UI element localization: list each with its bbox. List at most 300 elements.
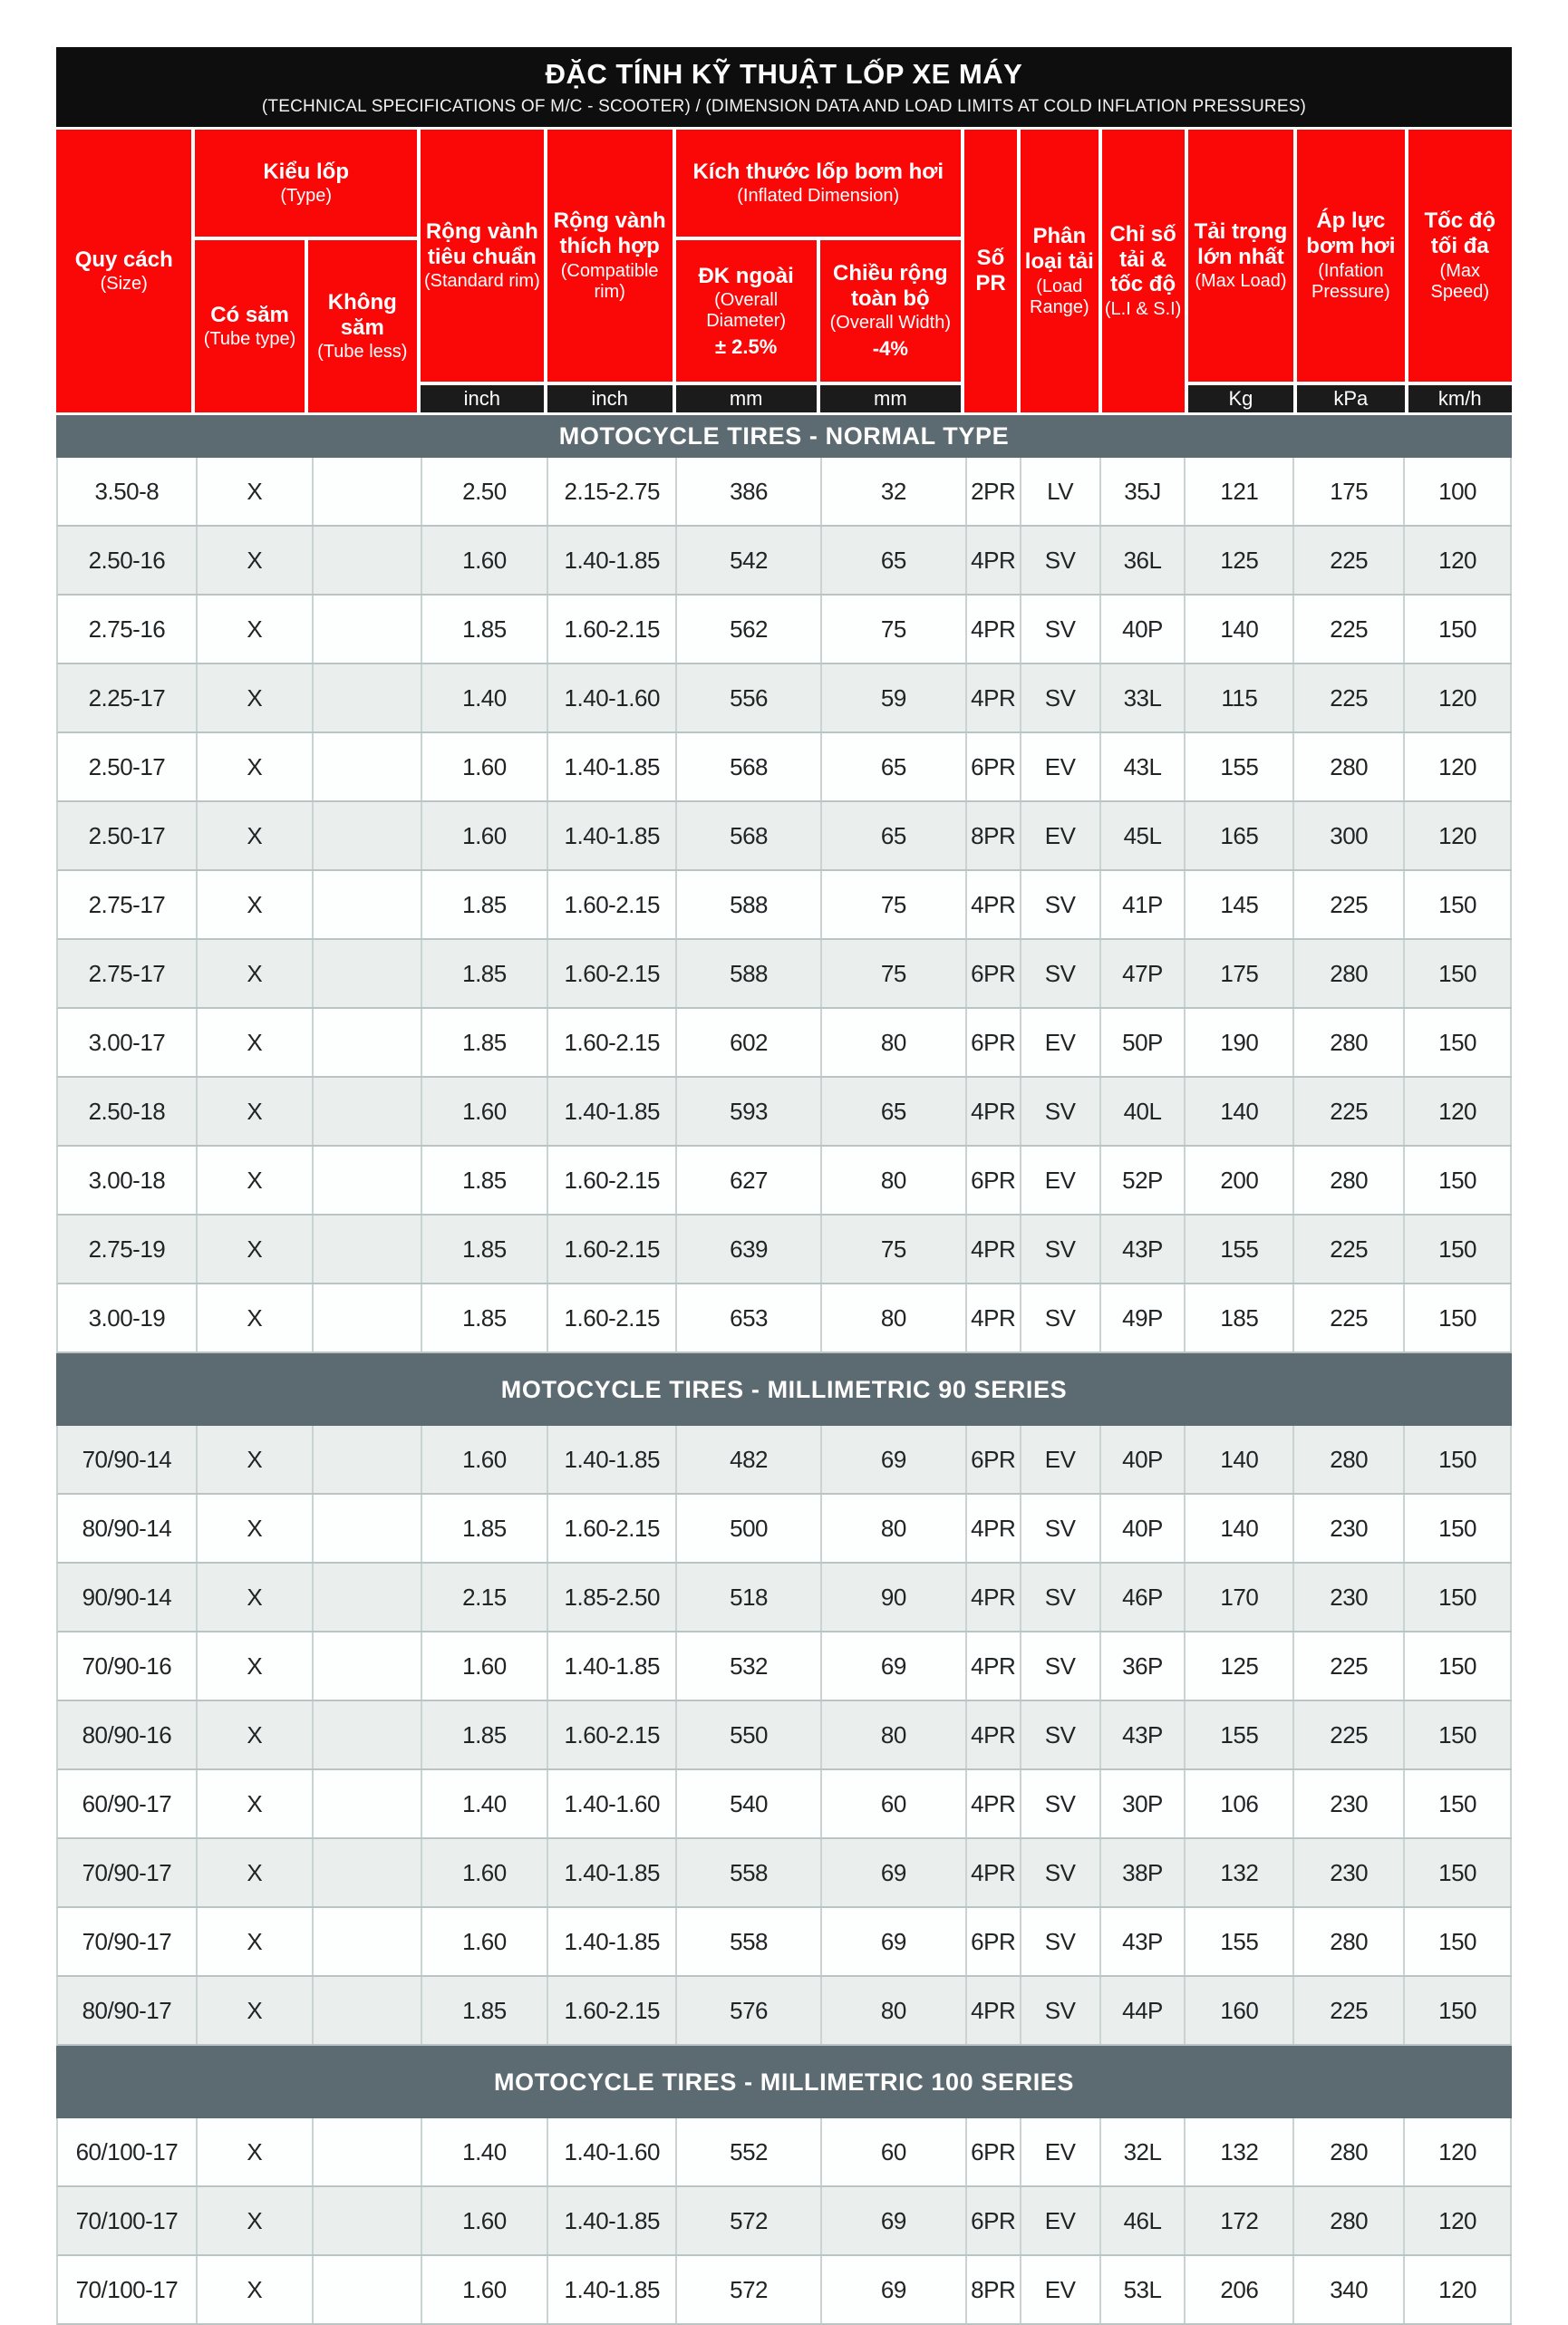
cell-tube-type: X: [198, 1977, 314, 2044]
cell-overall-width: 69: [822, 1632, 967, 1700]
cell-max-load: 155: [1186, 1216, 1294, 1283]
cell-max-speed: 150: [1405, 940, 1512, 1007]
cell-load-range: SV: [1021, 871, 1101, 938]
cell-standard-rim: 1.85: [422, 596, 549, 663]
cell-size: 2.50-18: [58, 1078, 198, 1145]
cell-size: 3.00-17: [58, 1009, 198, 1076]
cell-overall-width: 69: [822, 1426, 967, 1493]
cell-tubeless: [314, 1632, 422, 1700]
cell-tubeless: [314, 1770, 422, 1837]
cell-max-load: 190: [1186, 1009, 1294, 1076]
cell-tubeless: [314, 458, 422, 525]
cell-tubeless: [314, 1216, 422, 1283]
cell-max-load: 140: [1186, 596, 1294, 663]
cell-pressure: 225: [1294, 596, 1405, 663]
cell-pr: 6PR: [967, 1426, 1021, 1493]
cell-size: 3.50-8: [58, 458, 198, 525]
cell-pressure: 280: [1294, 1426, 1405, 1493]
cell-size: 2.50-17: [58, 733, 198, 800]
cell-overall-width: 75: [822, 871, 967, 938]
cell-overall-diameter: 639: [677, 1216, 822, 1283]
cell-max-load: 155: [1186, 1701, 1294, 1768]
table-row: [56, 596, 1512, 664]
col-size-label-en: (Size): [100, 274, 148, 295]
cell-tubeless: [314, 940, 422, 1007]
cell-pr: 6PR: [967, 733, 1021, 800]
cell-li-si: 33L: [1101, 664, 1186, 731]
cell-tubeless: [314, 2187, 422, 2254]
col-overall-diameter: [676, 240, 817, 412]
section-label: MOTOCYCLE TIRES - MILLIMETRIC 100 SERIES: [493, 2068, 1075, 2096]
cell-li-si: 40L: [1101, 1078, 1186, 1145]
cell-overall-diameter: 572: [677, 2256, 822, 2323]
cell-max-load: 185: [1186, 1284, 1294, 1351]
col-max-speed: [1408, 130, 1512, 412]
cell-pr: 4PR: [967, 596, 1021, 663]
cell-max-load: 172: [1186, 2187, 1294, 2254]
cell-overall-width: 80: [822, 1147, 967, 1214]
cell-compatible-rim: 1.60-2.15: [548, 940, 677, 1007]
cell-max-speed: 120: [1405, 802, 1512, 869]
cell-size: 70/90-17: [58, 1839, 198, 1906]
cell-pressure: 225: [1294, 1284, 1405, 1351]
cell-li-si: 41P: [1101, 871, 1186, 938]
cell-load-range: SV: [1021, 1078, 1101, 1145]
table-row: [56, 1564, 1512, 1632]
cell-overall-diameter: 540: [677, 1770, 822, 1837]
cell-overall-width: 65: [822, 733, 967, 800]
table-row: [56, 2256, 1512, 2325]
cell-tubeless: [314, 1701, 422, 1768]
cell-size: 70/90-16: [58, 1632, 198, 1700]
table-row: [56, 458, 1512, 527]
cell-overall-width: 65: [822, 527, 967, 594]
std-rim-label-vi: Rộng vành tiêu chuẩn: [425, 218, 538, 269]
cell-tube-type: X: [198, 1495, 314, 1562]
cell-max-load: 140: [1186, 1078, 1294, 1145]
table-row: [56, 1078, 1512, 1147]
cell-max-load: 155: [1186, 1908, 1294, 1975]
cell-pressure: 230: [1294, 1495, 1405, 1562]
table-row: [56, 664, 1512, 733]
cell-pressure: 225: [1294, 1632, 1405, 1700]
cell-max-speed: 150: [1405, 871, 1512, 938]
table-row: [56, 1495, 1512, 1564]
cell-compatible-rim: 1.85-2.50: [548, 1564, 677, 1631]
comp-rim-label-en: (Compatible rim): [560, 260, 659, 302]
pressure-label-en: (Infation Pressure): [1311, 260, 1390, 302]
cell-li-si: 32L: [1101, 2118, 1186, 2185]
cell-max-speed: 120: [1405, 2187, 1512, 2254]
cell-li-si: 43P: [1101, 1216, 1186, 1283]
cell-compatible-rim: 1.40-1.85: [548, 1078, 677, 1145]
cell-overall-diameter: 386: [677, 458, 822, 525]
cell-tube-type: X: [198, 1284, 314, 1351]
cell-tube-type: X: [198, 664, 314, 731]
cell-max-speed: 100: [1405, 458, 1512, 525]
cell-tube-type: X: [198, 596, 314, 663]
cell-li-si: 46L: [1101, 2187, 1186, 2254]
section-label: MOTOCYCLE TIRES - MILLIMETRIC 90 SERIES: [500, 1375, 1068, 1403]
table-row: [56, 1632, 1512, 1701]
cell-overall-width: 80: [822, 1009, 967, 1076]
cell-li-si: 35J: [1101, 458, 1186, 525]
cell-load-range: EV: [1021, 2256, 1101, 2323]
col-group-type: [195, 130, 417, 412]
table-row: [56, 733, 1512, 802]
cell-load-range: LV: [1021, 458, 1101, 525]
cell-standard-rim: 1.40: [422, 664, 549, 731]
cell-load-range: EV: [1021, 1009, 1101, 1076]
cell-pressure: 280: [1294, 1908, 1405, 1975]
cell-max-load: 140: [1186, 1495, 1294, 1562]
col-standard-rim: [421, 130, 544, 412]
cell-li-si: 40P: [1101, 596, 1186, 663]
cell-pr: 4PR: [967, 1839, 1021, 1906]
cell-compatible-rim: 1.40-1.85: [548, 2187, 677, 2254]
cell-tube-type: X: [198, 1426, 314, 1493]
cell-overall-diameter: 532: [677, 1632, 822, 1700]
cell-max-load: 132: [1186, 1839, 1294, 1906]
cell-tubeless: [314, 527, 422, 594]
inflated-group-label-en: (Inflated Dimension): [737, 186, 900, 207]
cell-max-load: 165: [1186, 802, 1294, 869]
cell-tubeless: [314, 1839, 422, 1906]
cell-standard-rim: 1.60: [422, 1426, 549, 1493]
cell-li-si: 53L: [1101, 2256, 1186, 2323]
cell-pressure: 225: [1294, 871, 1405, 938]
cell-pr: 8PR: [967, 2256, 1021, 2323]
col-overall-width: [820, 240, 961, 412]
col-li-si: [1102, 130, 1185, 412]
cell-pressure: 230: [1294, 1770, 1405, 1837]
max-load-label-en: (Max Load): [1195, 271, 1287, 292]
cell-li-si: 50P: [1101, 1009, 1186, 1076]
cell-load-range: SV: [1021, 1770, 1101, 1837]
cell-size: 60/90-17: [58, 1770, 198, 1837]
cell-max-load: 121: [1186, 458, 1294, 525]
cell-max-load: 115: [1186, 664, 1294, 731]
cell-compatible-rim: 1.40-1.85: [548, 1839, 677, 1906]
cell-max-speed: 150: [1405, 596, 1512, 663]
cell-max-speed: 150: [1405, 1908, 1512, 1975]
cell-load-range: SV: [1021, 940, 1101, 1007]
cell-pressure: 280: [1294, 940, 1405, 1007]
col-size: [56, 130, 191, 412]
cell-size: 60/100-17: [58, 2118, 198, 2185]
cell-tube-type: X: [198, 2256, 314, 2323]
od-label-en: (Overall Diameter): [706, 290, 787, 332]
cell-pr: 4PR: [967, 1770, 1021, 1837]
cell-load-range: EV: [1021, 2118, 1101, 2185]
cell-size: 2.50-16: [58, 527, 198, 594]
cell-pressure: 280: [1294, 733, 1405, 800]
table-row: [56, 1908, 1512, 1977]
cell-max-load: 160: [1186, 1977, 1294, 2044]
cell-size: 70/90-17: [58, 1908, 198, 1975]
cell-overall-diameter: 558: [677, 1839, 822, 1906]
cell-size: 70/100-17: [58, 2187, 198, 2254]
cell-overall-width: 60: [822, 2118, 967, 2185]
cell-overall-width: 69: [822, 2187, 967, 2254]
cell-size: 3.00-19: [58, 1284, 198, 1351]
table-row: [56, 527, 1512, 596]
std-rim-label-en: (Standard rim): [423, 271, 540, 292]
li-si-label-en: (L.I & S.I): [1104, 298, 1182, 319]
cell-overall-width: 60: [822, 1770, 967, 1837]
cell-size: 80/90-16: [58, 1701, 198, 1768]
comp-rim-label-vi: Rộng vành thích hợp: [553, 208, 666, 258]
cell-compatible-rim: 1.40-1.60: [548, 2118, 677, 2185]
ow-label-vi: Chiều rộng toàn bộ: [833, 261, 948, 311]
cell-tube-type: X: [198, 940, 314, 1007]
cell-li-si: 52P: [1101, 1147, 1186, 1214]
cell-pressure: 225: [1294, 1078, 1405, 1145]
cell-max-load: 200: [1186, 1147, 1294, 1214]
cell-overall-diameter: 568: [677, 802, 822, 869]
cell-tube-type: X: [198, 1701, 314, 1768]
cell-max-speed: 150: [1405, 1564, 1512, 1631]
cell-size: 70/100-17: [58, 2256, 198, 2323]
cell-standard-rim: 1.85: [422, 1701, 549, 1768]
cell-standard-rim: 1.85: [422, 940, 549, 1007]
cell-load-range: SV: [1021, 1977, 1101, 2044]
cell-max-speed: 150: [1405, 1284, 1512, 1351]
cell-overall-diameter: 588: [677, 940, 822, 1007]
table-row: [56, 802, 1512, 871]
cell-load-range: SV: [1021, 664, 1101, 731]
section-label: MOTOCYCLE TIRES - NORMAL TYPE: [558, 422, 1010, 450]
cell-tube-type: X: [198, 1078, 314, 1145]
cell-size: 2.75-16: [58, 596, 198, 663]
cell-tubeless: [314, 802, 422, 869]
cell-pressure: 225: [1294, 527, 1405, 594]
cell-load-range: SV: [1021, 1908, 1101, 1975]
cell-max-load: 170: [1186, 1564, 1294, 1631]
cell-pressure: 280: [1294, 1147, 1405, 1214]
cell-load-range: SV: [1021, 596, 1101, 663]
cell-li-si: 36P: [1101, 1632, 1186, 1700]
cell-overall-diameter: 552: [677, 2118, 822, 2185]
cell-li-si: 43P: [1101, 1701, 1186, 1768]
cell-max-load: 132: [1186, 2118, 1294, 2185]
cell-load-range: SV: [1021, 1632, 1101, 1700]
load-range-label-en: (Load Range): [1030, 276, 1089, 317]
cell-pr: 6PR: [967, 1147, 1021, 1214]
cell-pr: 4PR: [967, 1495, 1021, 1562]
col-compatible-rim: [547, 130, 673, 412]
cell-standard-rim: 1.40: [422, 1770, 549, 1837]
table-row: [56, 2187, 1512, 2256]
cell-max-load: 206: [1186, 2256, 1294, 2323]
cell-overall-diameter: 588: [677, 871, 822, 938]
cell-tube-type: X: [198, 1908, 314, 1975]
std-rim-unit: inch: [421, 385, 544, 412]
cell-compatible-rim: 1.60-2.15: [548, 1701, 677, 1768]
cell-tube-type: X: [198, 527, 314, 594]
cell-overall-diameter: 653: [677, 1284, 822, 1351]
cell-tubeless: [314, 733, 422, 800]
cell-size: 2.75-19: [58, 1216, 198, 1283]
cell-pr: 4PR: [967, 1564, 1021, 1631]
cell-overall-diameter: 627: [677, 1147, 822, 1214]
od-tolerance: ± 2.5%: [714, 335, 778, 359]
cell-pr: 4PR: [967, 871, 1021, 938]
cell-pressure: 175: [1294, 458, 1405, 525]
cell-pressure: 225: [1294, 664, 1405, 731]
cell-tubeless: [314, 1147, 422, 1214]
cell-overall-width: 59: [822, 664, 967, 731]
cell-overall-diameter: 558: [677, 1908, 822, 1975]
type-group-label-en: (Type): [280, 186, 333, 207]
cell-size: 2.75-17: [58, 940, 198, 1007]
cell-load-range: EV: [1021, 2187, 1101, 2254]
title-band: [56, 47, 1512, 127]
cell-tubeless: [314, 1009, 422, 1076]
cell-overall-width: 69: [822, 1839, 967, 1906]
cell-tubeless: [314, 664, 422, 731]
table-body: [56, 415, 1512, 2325]
cell-max-speed: 150: [1405, 1009, 1512, 1076]
cell-size: 2.25-17: [58, 664, 198, 731]
cell-li-si: 47P: [1101, 940, 1186, 1007]
max-speed-label-vi: Tốc độ tối đa: [1424, 208, 1496, 258]
table-row: [56, 940, 1512, 1009]
cell-overall-width: 69: [822, 1908, 967, 1975]
cell-overall-diameter: 482: [677, 1426, 822, 1493]
cell-tube-type: X: [198, 1009, 314, 1076]
cell-compatible-rim: 1.40-1.85: [548, 1426, 677, 1493]
section-header: [56, 415, 1512, 458]
cell-pr: 2PR: [967, 458, 1021, 525]
cell-compatible-rim: 1.40-1.85: [548, 802, 677, 869]
table-row: [56, 1009, 1512, 1078]
cell-tube-type: X: [198, 802, 314, 869]
cell-max-speed: 120: [1405, 1078, 1512, 1145]
cell-standard-rim: 1.85: [422, 1147, 549, 1214]
cell-overall-diameter: 576: [677, 1977, 822, 2044]
cell-pressure: 280: [1294, 2187, 1405, 2254]
cell-pr: 4PR: [967, 1216, 1021, 1283]
table-row: [56, 1977, 1512, 2046]
cell-overall-width: 80: [822, 1495, 967, 1562]
cell-li-si: 43L: [1101, 733, 1186, 800]
cell-standard-rim: 1.60: [422, 1078, 549, 1145]
cell-tubeless: [314, 2256, 422, 2323]
max-load-label-vi: Tải trọng lớn nhất: [1194, 218, 1288, 269]
cell-standard-rim: 1.60: [422, 2256, 549, 2323]
pressure-unit: kPa: [1297, 385, 1404, 412]
cell-max-speed: 150: [1405, 1495, 1512, 1562]
cell-compatible-rim: 1.40-1.85: [548, 2256, 677, 2323]
col-pressure: [1297, 130, 1404, 412]
cell-overall-diameter: 550: [677, 1701, 822, 1768]
cell-compatible-rim: 1.60-2.15: [548, 1977, 677, 2044]
cell-tube-type: X: [198, 733, 314, 800]
cell-compatible-rim: 1.40-1.85: [548, 733, 677, 800]
cell-li-si: 30P: [1101, 1770, 1186, 1837]
cell-compatible-rim: 1.40-1.60: [548, 664, 677, 731]
cell-pressure: 300: [1294, 802, 1405, 869]
cell-standard-rim: 1.60: [422, 733, 549, 800]
cell-standard-rim: 2.50: [422, 458, 549, 525]
max-speed-unit: km/h: [1408, 385, 1512, 412]
cell-tube-type: X: [198, 1216, 314, 1283]
cell-compatible-rim: 1.60-2.15: [548, 1009, 677, 1076]
cell-standard-rim: 1.85: [422, 1977, 549, 2044]
cell-pressure: 340: [1294, 2256, 1405, 2323]
cell-overall-diameter: 562: [677, 596, 822, 663]
li-si-label-vi: Chỉ số tải & tốc độ: [1109, 222, 1176, 297]
cell-compatible-rim: 1.40-1.85: [548, 527, 677, 594]
cell-load-range: SV: [1021, 527, 1101, 594]
cell-compatible-rim: 1.40-1.60: [548, 1770, 677, 1837]
cell-standard-rim: 1.60: [422, 1908, 549, 1975]
cell-max-speed: 150: [1405, 1426, 1512, 1493]
cell-pr: 4PR: [967, 1632, 1021, 1700]
cell-max-load: 140: [1186, 1426, 1294, 1493]
cell-li-si: 44P: [1101, 1977, 1186, 2044]
cell-li-si: 43P: [1101, 1908, 1186, 1975]
cell-tubeless: [314, 1977, 422, 2044]
cell-li-si: 49P: [1101, 1284, 1186, 1351]
cell-standard-rim: 1.85: [422, 1216, 549, 1283]
cell-standard-rim: 1.60: [422, 802, 549, 869]
cell-max-speed: 150: [1405, 1701, 1512, 1768]
col-group-inflated-dimension: [676, 130, 961, 412]
cell-tubeless: [314, 1564, 422, 1631]
cell-li-si: 40P: [1101, 1495, 1186, 1562]
cell-overall-width: 32: [822, 458, 967, 525]
col-tubeless: [308, 240, 417, 412]
cell-overall-width: 65: [822, 802, 967, 869]
cell-tubeless: [314, 596, 422, 663]
cell-size: 80/90-14: [58, 1495, 198, 1562]
cell-load-range: SV: [1021, 1564, 1101, 1631]
cell-max-speed: 150: [1405, 1839, 1512, 1906]
cell-li-si: 46P: [1101, 1564, 1186, 1631]
cell-li-si: 36L: [1101, 527, 1186, 594]
cell-pressure: 225: [1294, 1977, 1405, 2044]
tube-type-label-vi: Có săm: [210, 302, 289, 327]
table-row: [56, 1770, 1512, 1839]
cell-load-range: SV: [1021, 1284, 1101, 1351]
cell-load-range: EV: [1021, 802, 1101, 869]
cell-overall-diameter: 556: [677, 664, 822, 731]
cell-overall-diameter: 542: [677, 527, 822, 594]
col-tube-type: [195, 240, 304, 412]
od-label-vi: ĐK ngoài: [698, 263, 794, 288]
cell-size: 2.50-17: [58, 802, 198, 869]
inflated-group-label-vi: Kích thước lốp bơm hơi: [692, 159, 944, 184]
cell-size: 90/90-14: [58, 1564, 198, 1631]
cell-compatible-rim: 1.60-2.15: [548, 871, 677, 938]
cell-tube-type: X: [198, 2187, 314, 2254]
cell-compatible-rim: 1.60-2.15: [548, 596, 677, 663]
cell-overall-diameter: 518: [677, 1564, 822, 1631]
tubeless-label-en: (Tube less): [317, 342, 408, 363]
cell-tubeless: [314, 871, 422, 938]
table-row: [56, 871, 1512, 940]
pr-label-vi: Số PR: [975, 246, 1006, 295]
cell-max-speed: 120: [1405, 733, 1512, 800]
cell-max-speed: 120: [1405, 664, 1512, 731]
cell-max-speed: 120: [1405, 527, 1512, 594]
cell-standard-rim: 1.60: [422, 2187, 549, 2254]
cell-pr: 6PR: [967, 940, 1021, 1007]
table-row: [56, 1701, 1512, 1770]
cell-tube-type: X: [198, 1770, 314, 1837]
